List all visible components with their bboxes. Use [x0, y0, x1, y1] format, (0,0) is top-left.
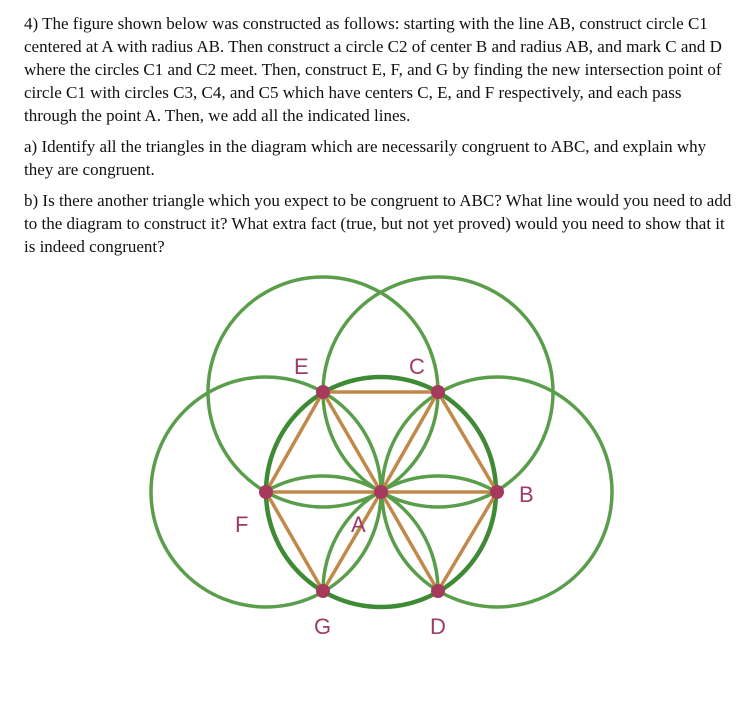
label-c: C [409, 354, 425, 379]
problem-part-b: b) Is there another triangle which you expect to be congruent to ABC? What line would you need to add to the diagram to construct it? What extra fact (true, but not yet proved) would you need to show that it is indeed congruent? [24, 191, 732, 256]
point-f [259, 485, 273, 499]
problem-part-a: a) Identify all the triangles in the diagram which are necessarily congruent to ABC, and explain why they are congruent. [24, 137, 707, 179]
point-e [316, 385, 330, 399]
problem-text [0, 0, 753, 258]
point-b [490, 485, 504, 499]
geometry-figure [0, 266, 753, 651]
label-g: G [314, 614, 332, 639]
label-e: E [294, 354, 309, 379]
label-d: D [430, 614, 446, 639]
point-a [374, 485, 388, 499]
point-c [431, 385, 445, 399]
point-g [316, 584, 330, 598]
label-b: B [519, 482, 534, 507]
label-a: A [351, 512, 366, 537]
point-d [431, 584, 445, 598]
label-f: F [235, 512, 249, 537]
problem-intro: 4) The figure shown below was constructed as follows: starting with the line AB, construct circle C1 centered at A with radius AB. Then construct a circle C2 of center B and radius AB, and mark C and D where the circles C1 and C2 meet. Then, construct E, F, and G by finding the new intersection point of circle C1 with circles C3, C4, and C5 which have centers C, E, and F respectively, and each pass through the point A. Then, we add all the indicated lines. [24, 14, 722, 125]
